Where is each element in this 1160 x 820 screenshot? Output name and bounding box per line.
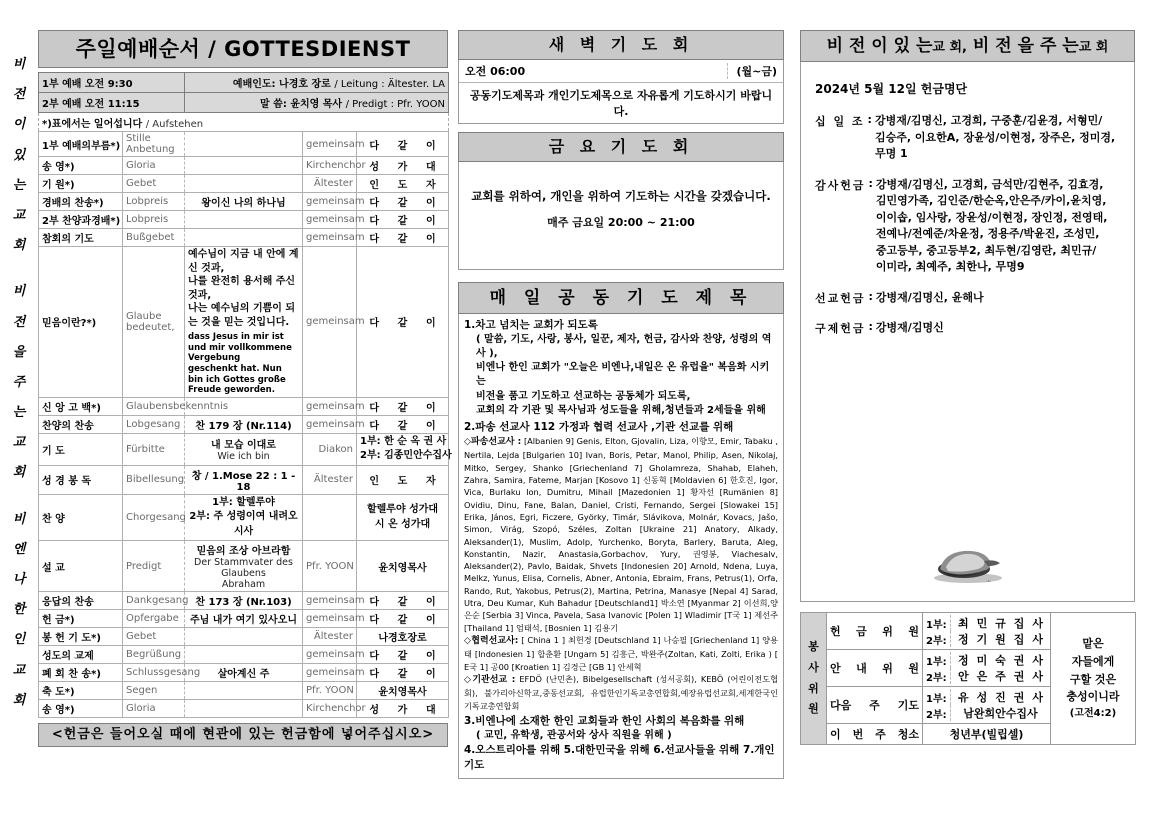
offering-blocks xyxy=(815,113,1120,337)
service-item-detail: 내 모습 이대로 Wie ich bin xyxy=(185,433,303,465)
service-item-name-ko: 폐 회 찬 송*) xyxy=(39,664,123,682)
service-item-person: 다 같 이 xyxy=(357,247,449,398)
organization-missions-label: ◇기관선교 : xyxy=(464,674,516,685)
service-item-name-ko: 헌 금*) xyxy=(39,610,123,628)
duty-role-name: 이 번 주 청소 xyxy=(827,724,923,745)
service-item-name-ko: 찬양의 찬송 xyxy=(39,415,123,433)
service-item-person: 다 같 이 xyxy=(357,229,449,247)
service-item-name-ko: 참회의 기도 xyxy=(39,229,123,247)
offering-title-part2: 교 회, xyxy=(932,40,967,55)
svg-text:ㅗ: ㅗ xyxy=(985,579,991,585)
prayer-column xyxy=(458,30,784,779)
offering-block-names: 강병재/김명신, 고경희, 구중훈/김윤경, 서형민/ 김승주, 이요한A, 장윤성/이현정, 장주은, 정미경, 무명 1 xyxy=(874,114,1116,160)
service-item-name-ko: 봉 헌 기 도*) xyxy=(39,628,123,646)
service-order-row xyxy=(39,541,449,592)
service-item-detail xyxy=(185,682,303,700)
vertical-slogan-char: 을 xyxy=(12,344,26,360)
service-order-row xyxy=(39,397,449,415)
service-item-name-de: Chorgesang xyxy=(123,494,185,541)
service-item-role: Ältester xyxy=(303,628,357,646)
service-item-name-ko: 기 도 xyxy=(39,433,123,465)
dawn-prayer-days: (월~금) xyxy=(727,63,777,79)
service-item-detail: 믿음의 조상 아브라함 Der Stammvater des Glaubens Abraham xyxy=(185,541,303,592)
service-item-role: Ältester xyxy=(303,175,357,193)
duty-table xyxy=(800,612,1136,745)
service-creed-text: 예수님이 지금 내 안에 계신 것과, 나를 완전히 용서해 주신 것과, 나는 예수님의 기쁨이 되는 것을 믿는 것입니다. dass Jesus in mir ist und mir vollkommene Vergebung geschenkt hat. Nun bin ich Gottes große Freude geworden. xyxy=(185,247,303,398)
service-item-name-de: Lobgesang xyxy=(123,415,185,433)
prayer-item-1-line: ( 말씀, 기도, 사랑, 봉사, 일꾼, 제자, 헌금, 감사와 찬양, 성령의 역사 ), xyxy=(476,333,772,360)
service-item-person: 다 같 이 xyxy=(357,397,449,415)
duty-role-name: 안 내 위 원 xyxy=(827,650,923,687)
dawn-prayer-time-row xyxy=(459,60,783,83)
service-item-detail xyxy=(185,211,303,229)
vertical-slogan-char: 주 xyxy=(12,374,26,390)
vertical-slogan-char: 교 xyxy=(12,662,26,678)
offering-block: 선교헌금 : 강병재/김명신, 윤해나 xyxy=(815,289,984,305)
service-item-detail: 살아계신 주 xyxy=(185,664,303,682)
vertical-slogan-char: 전 xyxy=(12,87,26,103)
daily-prayer-title: 매 일 공 동 기 도 제 목 xyxy=(458,282,784,314)
vertical-slogan-char: 회 xyxy=(12,465,26,481)
service-item-person: 다 같 이 xyxy=(357,193,449,211)
cooperating-missionaries-text: [ China 1 ] 최헌경 [Deutschland 1] 나승필 [Griechenland 1] 양용태 [Indonesien 1] 합춘환 [Ungarn 5] 김흥근, 박완주(Zoltan, Kati, Zolti, Erika ) [ E국 1] 공00 [Kroatien 1] 김경근 [GB 1] 안세혁 xyxy=(464,634,778,672)
service-item-role: gemeinsam xyxy=(303,415,357,433)
service-item-detail xyxy=(185,628,303,646)
service-order-column xyxy=(38,30,452,747)
service-item-role: gemeinsam xyxy=(303,610,357,628)
friday-prayer-title: 금 요 기 도 회 xyxy=(458,132,784,162)
offering-block: 구제헌금 : 강병재/김명신 xyxy=(815,320,944,335)
service-item-name-de: Segen xyxy=(123,682,185,700)
service-order-row xyxy=(39,700,449,718)
service-item-name-de: Bibellesung xyxy=(123,465,185,494)
service-item-person: 성 가 대 xyxy=(357,157,449,175)
service-item-name-ko: 믿음이란?*) xyxy=(39,247,123,398)
service-item-name-ko: 성 경 봉 독 xyxy=(39,465,123,494)
service-item-role: Ältester xyxy=(303,465,357,494)
service-order-row xyxy=(39,415,449,433)
friday-prayer-line1: 교회를 위하여, 개인을 위하여 기도하는 시간을 갖겠습니다. xyxy=(471,189,771,203)
prayer-item-1: 1.차고 넘치는 교회가 되도록 xyxy=(464,319,598,331)
service-item-person: 나경호장로 xyxy=(357,628,449,646)
service-item-name-ko: 2부 찬양과경배*) xyxy=(39,211,123,229)
prayer-item-1-details xyxy=(464,333,778,418)
service-item-role: gemeinsam xyxy=(303,132,357,157)
service-item-role: gemeinsam xyxy=(303,397,357,415)
service-item-person: 인 도 자 xyxy=(357,465,449,494)
service-item-role xyxy=(303,494,357,541)
service-item-role: Pfr. YOON xyxy=(303,541,357,592)
service-item-person: 다 같 이 xyxy=(357,211,449,229)
friday-prayer-line2: 매주 금요일 20:00 ~ 21:00 xyxy=(547,216,695,229)
service-item-person: 1부: 한 순 옥 권 사 2부: 김종민안수집사 xyxy=(357,433,449,465)
offering-column xyxy=(800,30,1135,745)
prayer-item-4: 4.오스트리아를 위해 5.대한민국을 위해 6.선교사들을 위해 7.개인기도 xyxy=(464,744,775,772)
vertical-slogan xyxy=(6,58,32,788)
service-order-table xyxy=(38,72,452,718)
service-item-person: 인 도 자 xyxy=(357,175,449,193)
vertical-slogan-char: 회 xyxy=(12,692,26,708)
service-item-person: 윤치영목사 xyxy=(357,682,449,700)
service-leader: 예배인도: 나경호 장로 / Leitung : Ältester. LA xyxy=(185,73,449,93)
service-item-person: 다 같 이 xyxy=(357,664,449,682)
service-item-name-de: Gloria xyxy=(123,157,185,175)
vertical-slogan-char: 이 xyxy=(12,117,26,133)
vertical-slogan-char: 나 xyxy=(12,572,26,587)
service-item-detail xyxy=(185,700,303,718)
offering-block-names: 강병재/김명신, 윤해나 xyxy=(875,290,984,304)
vertical-slogan-char: 교 xyxy=(12,207,26,223)
organization-missions xyxy=(464,673,778,712)
duty-verse: 맡은 자들에게 구할 것은 충성이니라 (고전4:2) xyxy=(1051,613,1136,745)
vertical-slogan-char: 인 xyxy=(12,632,26,648)
duty-role-name: 헌 금 위 원 xyxy=(827,613,923,650)
dawn-prayer-title: 새 벽 기 도 회 xyxy=(458,30,784,60)
prayer-item-2: 2.파송 선교사 112 가정과 협력 선교사 ,기관 선교를 위해 xyxy=(464,421,734,434)
service-item-role: Kirchenchor xyxy=(303,157,357,175)
offering-title-part1: 비 전 이 있 는 xyxy=(826,36,933,56)
service-item-detail xyxy=(185,175,303,193)
prayer-item-1-line: 교회의 각 기관 및 목사님과 성도들을 위해,청년들과 2세들을 위해 xyxy=(476,404,766,416)
vertical-slogan-char: 있 xyxy=(12,147,26,163)
service-order-row xyxy=(39,646,449,664)
sent-missionaries-label: ◇파송선교사 : xyxy=(464,436,522,447)
service-item-detail xyxy=(185,157,303,175)
prayer-item-3-detail: ( 교민, 유학생, 관공서와 상사 직원을 위해 ) xyxy=(476,729,672,741)
service-order-row xyxy=(39,132,449,157)
prayer-item-3: 3.비엔나에 소재한 한인 교회들과 한인 사회의 복음화를 위해 xyxy=(464,715,745,728)
service-order-row xyxy=(39,682,449,700)
vertical-slogan-char: 비 xyxy=(12,511,26,527)
service-item-detail: 찬 179 장 (Nr.114) xyxy=(185,415,303,433)
service-item-role: Pfr. YOON xyxy=(303,682,357,700)
service-order-row xyxy=(39,592,449,610)
duty-verse-ref: (고전4:2) xyxy=(1069,707,1117,719)
service-item-person: 다 같 이 xyxy=(357,592,449,610)
service-order-row xyxy=(39,247,449,398)
service-item-name-ko: 송 영*) xyxy=(39,700,123,718)
service-item-person: 할렐루야 성가대 시 온 성가대 xyxy=(357,494,449,541)
service-item-role: gemeinsam xyxy=(303,247,357,398)
service-item-name-de: Fürbitte xyxy=(123,433,185,465)
service-item-role: gemeinsam xyxy=(303,592,357,610)
vertical-slogan-char: 교 xyxy=(12,435,26,451)
service-item-name-ko: 응답의 찬송 xyxy=(39,592,123,610)
service-item-name-ko: 성도의 교제 xyxy=(39,646,123,664)
service-item-name-de: Gebet xyxy=(123,175,185,193)
praying-figure-image xyxy=(918,533,1018,585)
service-item-name-de: Schlussgesang xyxy=(123,664,185,682)
offering-block-names: 강병재/김명신 xyxy=(875,321,944,334)
duty-side-label: 봉 사 위 원 xyxy=(801,613,827,745)
service-order-row xyxy=(39,157,449,175)
service-item-role: gemeinsam xyxy=(303,229,357,247)
offering-title-part4: 교 회 xyxy=(1078,40,1109,55)
vertical-slogan-char: 한 xyxy=(12,602,26,618)
offering-title-part3: 비 전 을 주 는 xyxy=(972,36,1079,56)
service-item-name-de: Begrüßung xyxy=(123,646,185,664)
service-item-detail: 왕이신 나의 하나님 xyxy=(185,193,303,211)
offering-date: 2024년 5월 12일 헌금명단 xyxy=(815,82,968,96)
service-order-row xyxy=(39,664,449,682)
service-item-detail: 찬 173 장 (Nr.103) xyxy=(185,592,303,610)
service-order-rows xyxy=(39,132,452,718)
sent-missionaries xyxy=(464,435,778,634)
prayer-item-1-line: 비엔나 한인 교회가 "오늘은 비엔나,내일은 온 유럽을" 복음화 시키는 xyxy=(476,362,770,388)
vertical-slogan-char: 는 xyxy=(12,177,26,193)
service-item-role: gemeinsam xyxy=(303,211,357,229)
service-order-row xyxy=(39,433,449,465)
duty-cleaning-team: 청년부(빌립셀) xyxy=(923,724,1051,745)
offering-box-notice: <헌금은 들어오실 때에 현관에 있는 헌금함에 넣어주십시오> xyxy=(38,723,448,747)
vertical-slogan-char: 는 xyxy=(12,405,26,421)
service-item-role: gemeinsam xyxy=(303,193,357,211)
service-time: 1부 예배 오전 9:30 xyxy=(39,73,185,93)
vertical-slogan-char: 엔 xyxy=(12,541,26,557)
offering-block-names: 강병재/김명신, 고경희, 금석만/김현주, 김효경, 김민영가족, 김인준/한순옥,안은주/카이,윤치영, 이이솝, 임사랑, 장윤성/이현정, 장인정, 전영태, 전예나/전예준/차윤정, 정용주/박윤진, 조성민, 중고등부, 중고등부2, 최두현/김영란, 최민규/ 이미라, 최예주, 최한나, 무명9 xyxy=(875,177,1108,273)
standing-note: *)표에서는 일어섭니다 / Aufstehen xyxy=(39,113,449,132)
service-item-role: gemeinsam xyxy=(303,664,357,682)
organization-missions-text: EFDÖ (난민촌), Bibelgesellschaft (성서공회), KEBÖ (어린이전도협회), 불가리아신학교,중동선교회, 유럽한인기독교총연합회,예장유럽선교회,세계한국인기독교총연합회 xyxy=(464,673,779,711)
offering-block: 감사헌금 : 강병재/김명신, 고경희, 금석만/김현주, 김효경, 김민영가족, 김인준/한순옥,안은주/카이,윤치영, 이이솝, 임사랑, 장윤성/이현정, 장인정, 전영태, 전예나/전예준/차윤정, 정용주/박윤진, 조성민, 중고등부, 중고등부2, 최두현/김영란, 최민규/ 이미라, 최예주, 최한나, 무명9 xyxy=(815,177,1120,276)
service-item-detail: 창 / 1.Mose 22 : 1 - 18 xyxy=(185,465,303,494)
offering-title xyxy=(800,30,1135,62)
service-item-detail xyxy=(185,229,303,247)
service-item-person: 성 가 대 xyxy=(357,700,449,718)
service-item-person: 윤치영목사 xyxy=(357,541,449,592)
service-leader: 말 씀: 윤치영 목사 / Predigt : Pfr. YOON xyxy=(185,93,449,113)
offering-body xyxy=(800,62,1135,602)
service-order-row xyxy=(39,175,449,193)
service-item-person: 다 같 이 xyxy=(357,646,449,664)
offering-block-label: 감사헌금 xyxy=(815,178,866,192)
duty-assignees: 1부: 최 민 규 집 사 2부: 정 기 원 집 사 xyxy=(923,613,1051,650)
cooperating-missionaries xyxy=(464,634,778,673)
service-item-name-de: Opfergabe xyxy=(123,610,185,628)
service-item-detail: 주님 내가 여기 있사오니 xyxy=(185,610,303,628)
service-item-name-de: Gebet xyxy=(123,628,185,646)
vertical-slogan-char: 전 xyxy=(12,314,26,330)
sent-missionaries-text: [Albanien 9] Genis, Elton, Gjovalin, Liza, 이향모, Emir, Tabaku , Nertila, Lejda [Bulgarien 10] Ivan, Boris, Petar, Manol, Philip, Asen, Nikolaj, Mitko, Sergey, Shanko [Griechenland 7] Gholamreza, Shahab, Elaheh, Zahra, Samira, Fateme, Marjan [Kosovo 1] 신동혁 [Moldavien 6] 한호진, Igor, Vica, Burlaku Ion, Dumitru, Mihail [Mazedonien 1] 황자선 [Rumänien 8] Ovidiu, Dinu, Fane, Balan, Daniel, Cristi, Fernando, Sergei [Slowakei 15] Erika, János, Egri, Ficzere, Györky, Timár, Slávikova, Molnár, Kovacs, Jašo, Simon, Virág, Szopó, Széles, Zoltan [Ukraine 21] Anatory, Alkady, Aleksander(1), Muslim, Adolp, Yurchenko, Boryta, Barlery, Baruta, Aleg, Konstantin, Nazir, Anastasia,Gorbachov, Yury, 권영봉, Viachesalv, Aleksander(2), Pavlo, Baidak, Shvets [Indonesien 20] Arnold, Ndena, Luya, Melkz, Yunus, Elisa, Cornelis, Abner, Antonia, Ebraim, Frans, Petrus(1), Orfa, Rando, Rut, Yakobus, Petrus(2), Martina, Petrina, Manasye [Nepal 4] Sarad, Utra, Deu Kumar, Kuh Bahadur [Deutschland1] 박소연 [Myanmar 2] 이선희,양은순 [Serbia 3] Vinca, Pavela, Sasa Ivanovic [Polen 1] Wladimir [T국 1] 제선주 [Thailand 1] 엄태석, [Bosnien 1] 김용기 xyxy=(464,435,778,633)
duty-assignees: 1부: 유 성 진 권 사 2부: 남완희안수집사 xyxy=(923,687,1051,724)
service-item-name-de: Glaube bedeutet, xyxy=(123,247,185,398)
service-item-name-ko: 기 원*) xyxy=(39,175,123,193)
prayer-item-1-line: 비전을 품고 기도하고 선교하는 공동체가 되도록, xyxy=(476,390,691,402)
service-time: 2부 예배 오전 11:15 xyxy=(39,93,185,113)
service-header-rows xyxy=(39,73,449,113)
service-order-row xyxy=(39,465,449,494)
cooperating-missionaries-label: ◇협력선교사: xyxy=(464,635,519,646)
service-order-row xyxy=(39,211,449,229)
service-order-row xyxy=(39,610,449,628)
service-item-name-ko: 축 도*) xyxy=(39,682,123,700)
service-item-name-de: Stille Anbetung xyxy=(123,132,185,157)
vertical-slogan-char: 비 xyxy=(12,284,26,300)
service-header-row xyxy=(39,73,449,93)
service-item-name-ko: 찬 양 xyxy=(39,494,123,541)
service-item-name-de: Gloria xyxy=(123,700,185,718)
daily-prayer-body xyxy=(458,314,784,779)
service-item-role: Diakon xyxy=(303,433,357,465)
service-item-name-ko: 신 앙 고 백*) xyxy=(39,397,123,415)
service-item-name-ko: 설 교 xyxy=(39,541,123,592)
service-item-person: 다 같 이 xyxy=(357,610,449,628)
duty-assignees: 1부: 정 미 숙 권 사 2부: 안 은 주 권 사 xyxy=(923,650,1051,687)
service-item-name-de: Bußgebet xyxy=(123,229,185,247)
service-item-name-ko: 1부 예배의부름*) xyxy=(39,132,123,157)
offering-block-label: 선교헌금 xyxy=(815,291,866,305)
service-order-row xyxy=(39,193,449,211)
vertical-slogan-char: 비 xyxy=(12,57,26,72)
service-order-row xyxy=(39,229,449,247)
offering-block: 십 일 조 : 강병재/김명신, 고경희, 구중훈/김윤경, 서형민/ 김승주, 이요한A, 장윤성/이현정, 장주은, 정미경, 무명 1 xyxy=(815,113,1120,163)
friday-prayer-box xyxy=(458,162,784,270)
offering-block-label: 구제헌금 xyxy=(815,322,866,335)
service-header-row xyxy=(39,93,449,113)
service-order-title: 주일예배순서 / GOTTESDIENST xyxy=(38,30,448,68)
service-item-person: 다 같 이 xyxy=(357,415,449,433)
service-order-row xyxy=(39,494,449,541)
service-item-detail xyxy=(185,132,303,157)
service-item-role: Kirchenchor xyxy=(303,700,357,718)
dawn-prayer-time: 오전 06:00 xyxy=(465,65,526,78)
service-item-person: 다 같 이 xyxy=(357,132,449,157)
duty-role-name: 다음 주 기도 xyxy=(827,687,923,724)
service-item-detail: 1부: 할렐루야 2부: 주 성령이여 내려오시사 xyxy=(185,494,303,541)
duty-row xyxy=(801,613,1136,650)
service-item-name-ko: 경배의 찬송*) xyxy=(39,193,123,211)
service-order-row xyxy=(39,628,449,646)
service-item-name-de: Dankgesang xyxy=(123,592,185,610)
service-item-role: gemeinsam xyxy=(303,646,357,664)
offering-block-label: 십 일 조 xyxy=(815,115,865,128)
vertical-slogan-char: 회 xyxy=(12,238,26,254)
service-item-name-de: Lobpreis xyxy=(123,193,185,211)
dawn-prayer-box xyxy=(458,60,784,124)
service-note-row xyxy=(39,113,449,132)
service-item-name-de: Predigt xyxy=(123,541,185,592)
service-item-name-ko: 송 영*) xyxy=(39,157,123,175)
dawn-prayer-note: 공동기도제목과 개인기도제목으로 자유롭게 기도하시기 바랍니다. xyxy=(469,89,773,118)
service-item-name-de: Lobpreis xyxy=(123,211,185,229)
service-item-name-de: Glaubensbekenntnis xyxy=(123,397,185,415)
service-item-detail xyxy=(185,646,303,664)
daily-prayer-section xyxy=(458,282,784,779)
